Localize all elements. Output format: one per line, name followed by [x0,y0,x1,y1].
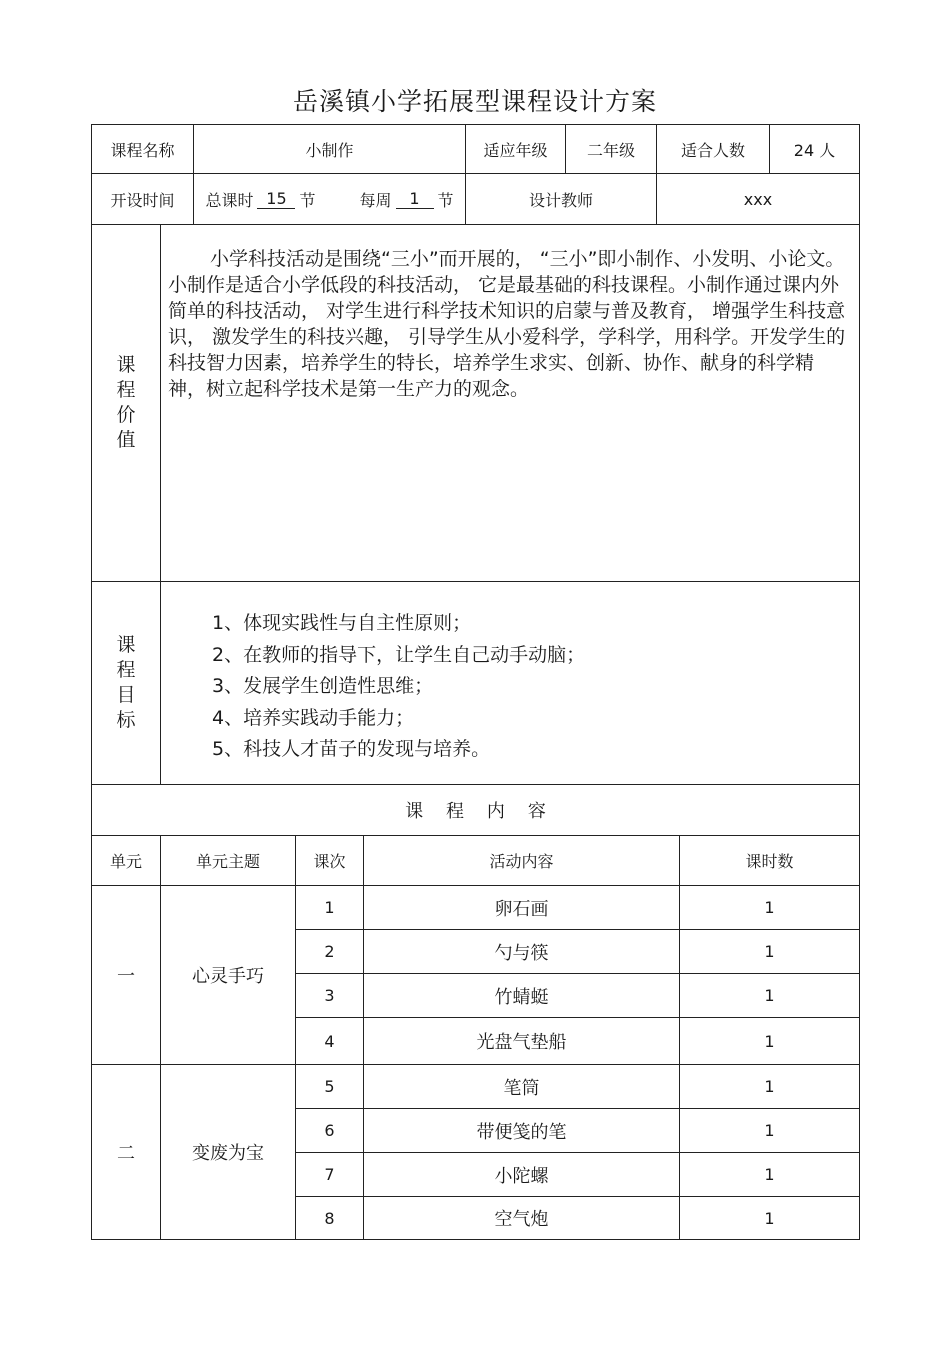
lesson-no: 1 [295,885,364,930]
content-heading: 课 程 内 容 [91,784,860,836]
value-paragraph [168,246,850,402]
total-hours: 15 [257,189,295,209]
goals-label-char: 标 [116,709,136,731]
schedule-hours [193,173,466,225]
lesson-activity: 带便笺的笔 [363,1108,680,1153]
lesson-no: 7 [295,1152,364,1197]
goal-item: 2、在教师的指导下，让学生自己动手动脑； [212,643,586,666]
value-label [91,224,161,582]
lesson-activity: 笔筒 [363,1064,680,1109]
weekly-label: 每周 [359,190,392,210]
goals-label-char: 目 [116,684,136,706]
capacity-label: 适合人数 [656,124,770,174]
goal-item: 3、发展学生创造性思维； [212,675,434,697]
goals-label [91,581,161,785]
value-label-char: 价 [116,404,136,426]
course-name: 小制作 [193,124,466,174]
lesson-hours: 1 [679,929,860,974]
lesson-hours: 1 [679,1152,860,1197]
goal-item: 1、体现实践性与自主性原则； [212,612,472,634]
schedule-label: 开设时间 [91,173,194,225]
lesson-activity: 小陀螺 [363,1152,680,1197]
lesson-activity: 空气炮 [363,1196,680,1240]
goals-list [212,608,585,766]
unit-theme: 变废为宝 [160,1064,296,1240]
value-label-char: 程 [116,379,136,401]
grade-value: 二年级 [565,124,657,174]
value-text: 小学科技活动是围绕“三小”而开展的， “三小”即小制作、小发明、小论文。小制作是适合小学低段的科技活动， 它是最基础的科技课程。小制作通过课内外简单的科技活动， 对学生进行科学技术知识的启蒙与普及教育， 增强学生科技意识， 激发学生的科技兴趣， 引导学生从小爱科学，学科学，用科学。开发学生的科技智力因素，培养学生的特长，培养学生求实、创新、协作、献身的科学精神，树立起科学技术是第一生产力的观念。 [168,248,846,400]
value-label-char: 课 [116,354,136,376]
goals-label-char: 课 [116,634,136,656]
total-hours-unit: 节 [299,190,316,210]
unit-theme: 心灵手巧 [160,885,296,1065]
lesson-hours: 1 [679,1108,860,1153]
weekly-unit: 节 [437,190,454,210]
grade-label: 适应年级 [465,124,566,174]
lesson-no: 4 [295,1017,364,1065]
lesson-no: 2 [295,929,364,974]
lesson-hours: 1 [679,885,860,930]
goal-item: 4、培养实践动手能力； [212,706,415,729]
lesson-activity: 勺与筷 [363,929,680,974]
value-label-char: 值 [116,429,136,451]
lesson-no: 5 [295,1064,364,1109]
lesson-activity: 竹蜻蜓 [363,973,680,1018]
weekly-hours: 1 [396,189,434,209]
page-title: 岳溪镇小学拓展型课程设计方案 [292,87,657,116]
lesson-hours: 1 [679,1196,860,1240]
col-theme: 单元主题 [160,835,296,886]
unit-number: 二 [91,1064,161,1240]
teacher-value: xxx [656,173,860,225]
capacity-value: 24 人 [769,124,860,174]
lesson-hours: 1 [679,973,860,1018]
teacher-label: 设计教师 [465,173,657,225]
lesson-no: 8 [295,1196,364,1240]
lesson-activity: 卵石画 [363,885,680,930]
course-name-label: 课程名称 [91,124,194,174]
goals-label-char: 程 [116,659,136,681]
col-hours: 课时数 [679,835,860,886]
col-unit: 单元 [91,835,161,886]
lesson-hours: 1 [679,1064,860,1109]
total-hours-label: 总课时 [205,190,254,210]
lesson-activity: 光盘气垫船 [363,1017,680,1065]
col-activity: 活动内容 [363,835,680,886]
lesson-no: 6 [295,1108,364,1153]
lesson-hours: 1 [679,1017,860,1065]
lesson-no: 3 [295,973,364,1018]
goal-item: 5、科技人才苗子的发现与培养。 [212,738,491,760]
unit-number: 一 [91,885,161,1065]
col-lesson-no: 课次 [295,835,364,886]
